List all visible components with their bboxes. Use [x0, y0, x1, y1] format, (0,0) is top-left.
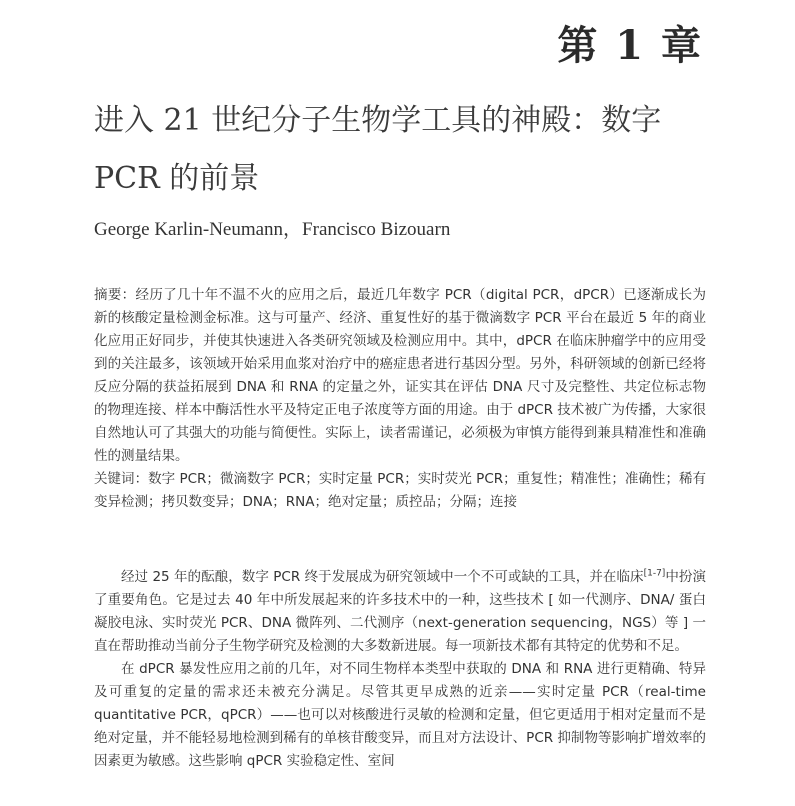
abstract-text: 摘要：经历了几十年不温不火的应用之后，最近几年数字 PCR（digital PCR，dPCR）已逐渐成长为新的核酸定量检测金标准。这与可量产、经济、重复性好的基于微滴数字 PCR 平台在最近 5 年的商业化应用正好同步，并使其快速进入各类研究领域及检测应用中。其中，dPCR 在临床肿瘤学中的应用受到的关注最多，该领域开始采用血浆对治疗中的癌症患者进行基因分型。另外，科研领域的创新已经将反应分隔的获益拓展到 DNA 和 RNA 的定量之外，证实其在评估 DNA 尺寸及完整性、共定位标志物的物理连接、样本中酶活性水平及特定正电子浓度等方面的用途。由于 dPCR 技术被广为传播，大家很自然地认可了其强大的功能与简便性。实际上，读者需谨记，必须极为审慎方能得到兼具精准性和准确性的测量结果。 [94, 287, 706, 464]
title-line-1: 进入 21 世纪分子生物学工具的神殿：数字 [94, 103, 662, 138]
title-line-2: PCR 的前景 [94, 161, 260, 196]
paragraph-2: 在 dPCR 暴发性应用之前的几年，对不同生物样本类型中获取的 DNA 和 RNA 进行更精确、特异及可重复的定量的需求还未被充分满足。尽管其更早成熟的近亲——实时定量 PCR（real-time quantitative PCR，qPCR）——也可以对核酸进行灵敏的检测和定量，但它更适用于相对定量而不是绝对定量，并不能轻易地检测到稀有的单核苷酸变异，而且对方法设计、PCR 抑制物等影响扩增效率的因素更为敏感。这些影响 qPCR 实验稳定性、室间 [94, 661, 706, 769]
authors: George Karlin-Neumann，Francisco Bizouarn [94, 219, 451, 240]
chapter-title [94, 92, 714, 208]
reference-citation[interactable]: [1-7] [643, 568, 666, 579]
keywords: 关键词：数字 PCR；微滴数字 PCR；实时定量 PCR；实时荧光 PCR；重复性；精准性；准确性；稀有变异检测；拷贝数变异；DNA；RNA；绝对定量；质控品；分隔；连接 [94, 471, 706, 510]
paragraph-1-part-a: 经过 25 年的酝酿，数字 PCR 终于发展成为研究领域中一个不可或缺的工具，并在临床 [121, 569, 644, 585]
body-text [94, 566, 706, 773]
paragraph-1 [94, 566, 706, 658]
chapter-heading: 第 1 章 [557, 22, 703, 69]
abstract-section [94, 284, 706, 514]
paragraph-1-part-b: 中扮演了重要角色。它是过去 40 年中所发展起来的许多技术中的一种，这些技术 [ 如一代测序、DNA/ 蛋白凝胶电泳、实时荧光 PCR、DNA 微阵列、二代测序（next-generation sequencing，NGS）等 ] 一直在帮助推动当前分子生物学研究及检测的大多数新进展。每一项新技术都有其特定的优势和不足。 [94, 569, 706, 654]
